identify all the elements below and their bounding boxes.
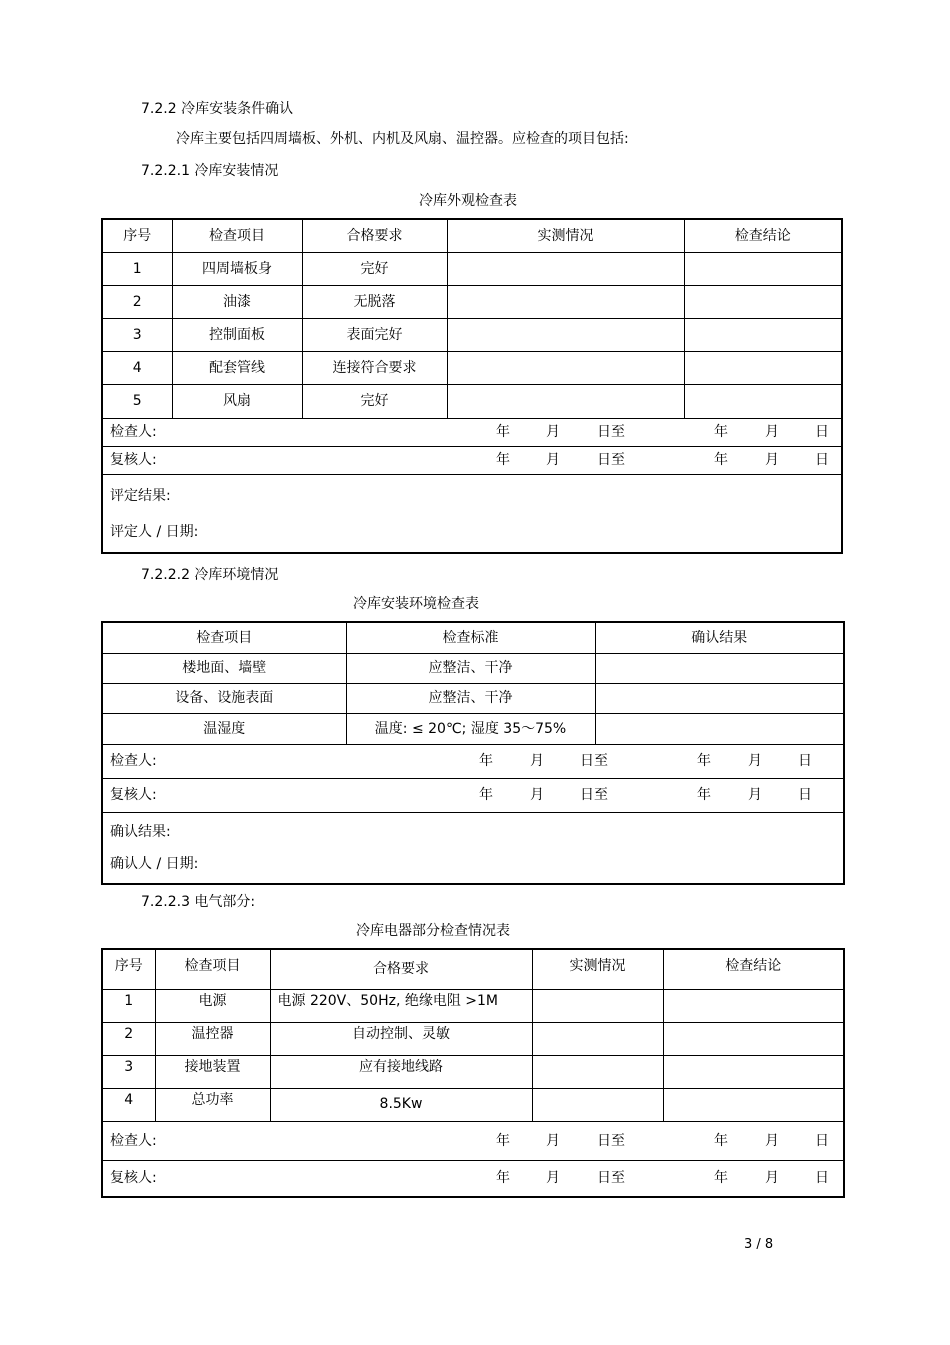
table-row xyxy=(102,683,844,713)
header-cell: 序号 xyxy=(102,949,155,989)
requirement: 无脱落 xyxy=(302,285,447,318)
row-number: 2 xyxy=(102,285,172,318)
header-cell: 检查结论 xyxy=(684,219,842,252)
inspector-label: 检查人: xyxy=(110,424,157,440)
inspector-cell[interactable] xyxy=(102,1121,844,1160)
confirmer-date-label: 确认人 / 日期: xyxy=(110,855,199,872)
check-item: 设备、设施表面 xyxy=(102,683,346,713)
row-number: 1 xyxy=(102,252,172,285)
check-item: 温控器 xyxy=(155,1022,270,1055)
requirement: 完好 xyxy=(302,384,447,418)
section-7222-heading: 7.2.2.2 冷库环境情况 xyxy=(141,567,279,583)
measured-cell[interactable] xyxy=(447,318,684,351)
row-number: 3 xyxy=(102,1055,155,1088)
row-number: 4 xyxy=(102,351,172,384)
measured-cell[interactable] xyxy=(447,351,684,384)
table-row xyxy=(102,285,842,318)
standard: 应整洁、干净 xyxy=(346,683,595,713)
date-day-to: 日至 xyxy=(597,1132,625,1149)
inspector-row xyxy=(102,1121,844,1160)
date-month: 月 xyxy=(765,424,779,440)
check-item: 控制面板 xyxy=(172,318,302,351)
conclusion-cell[interactable] xyxy=(684,384,842,418)
date-day: 日 xyxy=(798,753,812,769)
table-row xyxy=(102,653,844,683)
confirm-cell[interactable] xyxy=(595,683,844,713)
date-year: 年 xyxy=(479,787,493,803)
date-day-to: 日至 xyxy=(580,787,608,803)
date-year: 年 xyxy=(714,1170,728,1187)
date-month: 月 xyxy=(530,787,544,803)
date-year: 年 xyxy=(714,1132,728,1149)
standard: 应整洁、干净 xyxy=(346,653,595,683)
requirement: 8.5Kw xyxy=(270,1088,532,1121)
confirm-row xyxy=(102,812,844,884)
date-day: 日 xyxy=(815,452,829,468)
header-cell: 检查标准 xyxy=(346,622,595,653)
conclusion-cell[interactable] xyxy=(684,351,842,384)
measured-cell[interactable] xyxy=(447,285,684,318)
date-month: 月 xyxy=(765,1132,779,1149)
measured-cell[interactable] xyxy=(532,1055,663,1088)
header-cell: 检查结论 xyxy=(663,949,844,989)
date-day: 日 xyxy=(798,787,812,803)
reviewer-cell[interactable] xyxy=(102,1160,844,1197)
table1-title: 冷库外观检查表 xyxy=(419,193,517,209)
conclusion-cell[interactable] xyxy=(663,1088,844,1121)
standard: 温度: ≤ 20℃; 湿度 35～75% xyxy=(346,713,595,744)
date-year: 年 xyxy=(697,753,711,769)
header-cell: 序号 xyxy=(102,219,172,252)
rater-date-label: 评定人 / 日期: xyxy=(110,523,199,540)
date-month: 月 xyxy=(765,1170,779,1187)
table-row xyxy=(102,1055,844,1088)
table-row xyxy=(102,1022,844,1055)
conclusion-cell[interactable] xyxy=(663,1055,844,1088)
date-month: 月 xyxy=(765,452,779,468)
check-item: 接地装置 xyxy=(155,1055,270,1088)
reviewer-label: 复核人: xyxy=(110,452,157,468)
requirement: 连接符合要求 xyxy=(302,351,447,384)
page-number: 3 / 8 xyxy=(744,1237,774,1252)
requirement: 完好 xyxy=(302,252,447,285)
table-header-row xyxy=(102,949,844,989)
check-item: 风扇 xyxy=(172,384,302,418)
check-item: 配套管线 xyxy=(172,351,302,384)
measured-cell[interactable] xyxy=(447,252,684,285)
requirement: 应有接地线路 xyxy=(270,1055,532,1088)
row-number: 3 xyxy=(102,318,172,351)
header-cell: 检查项目 xyxy=(155,949,270,989)
table-row xyxy=(102,713,844,744)
inspector-label: 检查人: xyxy=(110,753,157,769)
date-year: 年 xyxy=(714,424,728,440)
table-appearance-check xyxy=(101,218,843,554)
measured-cell[interactable] xyxy=(532,989,663,1022)
date-month: 月 xyxy=(546,452,560,468)
inspector-cell[interactable] xyxy=(102,418,842,446)
date-day-to: 日至 xyxy=(597,1170,625,1187)
conclusion-cell[interactable] xyxy=(684,318,842,351)
table-row xyxy=(102,351,842,384)
date-day: 日 xyxy=(815,1170,829,1187)
date-year: 年 xyxy=(496,1170,510,1187)
date-day-to: 日至 xyxy=(597,452,625,468)
table-header-row xyxy=(102,219,842,252)
inspector-label: 检查人: xyxy=(110,1132,157,1149)
inspector-row xyxy=(102,744,844,778)
confirm-cell[interactable] xyxy=(595,653,844,683)
check-item: 油漆 xyxy=(172,285,302,318)
date-year: 年 xyxy=(697,787,711,803)
row-number: 1 xyxy=(102,989,155,1022)
table-row xyxy=(102,989,844,1022)
date-day: 日 xyxy=(815,424,829,440)
requirement: 自动控制、灵敏 xyxy=(270,1022,532,1055)
date-day: 日 xyxy=(815,1132,829,1149)
reviewer-label: 复核人: xyxy=(110,1170,157,1187)
measured-cell[interactable] xyxy=(447,384,684,418)
inspector-cell[interactable] xyxy=(102,744,844,778)
reviewer-label: 复核人: xyxy=(110,787,157,803)
table-row xyxy=(102,252,842,285)
table-header-row xyxy=(102,622,844,653)
section-722-heading: 7.2.2 冷库安装条件确认 xyxy=(141,101,294,117)
inspector-row xyxy=(102,418,842,446)
header-cell: 实测情况 xyxy=(532,949,663,989)
requirement: 表面完好 xyxy=(302,318,447,351)
confirm-result-label: 确认结果: xyxy=(110,823,171,840)
rating-result-label: 评定结果: xyxy=(110,487,171,504)
conclusion-cell[interactable] xyxy=(663,1022,844,1055)
confirm-result-cell[interactable] xyxy=(102,812,844,884)
date-year: 年 xyxy=(496,424,510,440)
row-number: 4 xyxy=(102,1088,155,1121)
requirement: 电源 220V、50Hz, 绝缘电阻 >1M xyxy=(270,989,532,1022)
date-month: 月 xyxy=(748,787,762,803)
reviewer-row xyxy=(102,446,842,474)
section-7221-heading: 7.2.2.1 冷库安装情况 xyxy=(141,163,279,179)
check-item: 总功率 xyxy=(155,1088,270,1121)
table2-title: 冷库安装环境检查表 xyxy=(353,596,479,612)
row-number: 2 xyxy=(102,1022,155,1055)
rating-row xyxy=(102,474,842,553)
header-cell: 合格要求 xyxy=(302,219,447,252)
check-item: 电源 xyxy=(155,989,270,1022)
date-month: 月 xyxy=(546,424,560,440)
measured-cell[interactable] xyxy=(532,1088,663,1121)
date-year: 年 xyxy=(496,1132,510,1149)
intro-paragraph: 冷库主要包括四周墙板、外机、内机及风扇、温控器。应检查的项目包括: xyxy=(176,131,629,147)
header-cell: 确认结果 xyxy=(595,622,844,653)
check-item: 四周墙板身 xyxy=(172,252,302,285)
table-electrical-check xyxy=(101,948,845,1198)
reviewer-row xyxy=(102,778,844,812)
reviewer-cell[interactable] xyxy=(102,446,842,474)
header-cell: 检查项目 xyxy=(172,219,302,252)
table-row xyxy=(102,384,842,418)
check-item: 温湿度 xyxy=(102,713,346,744)
header-cell: 检查项目 xyxy=(102,622,346,653)
confirm-cell[interactable] xyxy=(595,713,844,744)
conclusion-cell[interactable] xyxy=(663,989,844,1022)
conclusion-cell[interactable] xyxy=(684,285,842,318)
date-year: 年 xyxy=(479,753,493,769)
date-day-to: 日至 xyxy=(597,424,625,440)
date-month: 月 xyxy=(530,753,544,769)
date-month: 月 xyxy=(748,753,762,769)
date-month: 月 xyxy=(546,1170,560,1187)
reviewer-cell[interactable] xyxy=(102,778,844,812)
reviewer-row xyxy=(102,1160,844,1197)
rating-cell[interactable] xyxy=(102,474,842,553)
header-cell: 合格要求 xyxy=(270,949,532,989)
date-month: 月 xyxy=(546,1132,560,1149)
row-number: 5 xyxy=(102,384,172,418)
check-item: 楼地面、墙壁 xyxy=(102,653,346,683)
measured-cell[interactable] xyxy=(532,1022,663,1055)
table-row xyxy=(102,1088,844,1121)
date-day-to: 日至 xyxy=(580,753,608,769)
date-year: 年 xyxy=(496,452,510,468)
date-year: 年 xyxy=(714,452,728,468)
header-cell: 实测情况 xyxy=(447,219,684,252)
table3-title: 冷库电器部分检查情况表 xyxy=(356,923,510,939)
table-row xyxy=(102,318,842,351)
table-environment-check xyxy=(101,621,845,885)
section-7223-heading: 7.2.2.3 电气部分: xyxy=(141,894,256,910)
conclusion-cell[interactable] xyxy=(684,252,842,285)
